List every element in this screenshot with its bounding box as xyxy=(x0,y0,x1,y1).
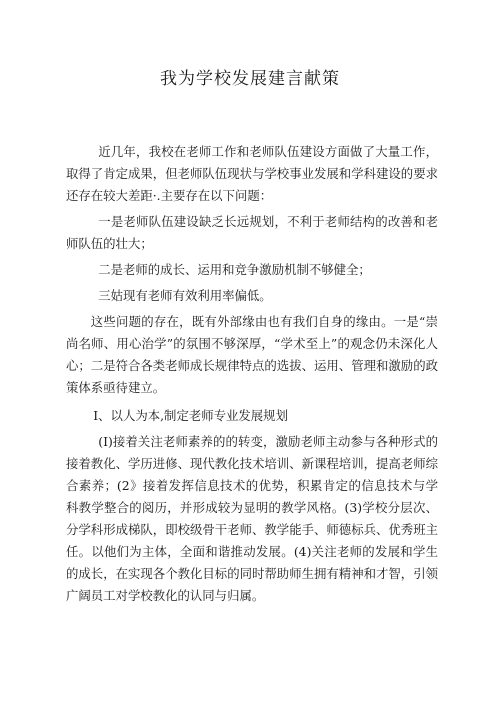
paragraph-causes: 这些问题的存在，既有外部缘由也有我们自身的缘由。一是“崇尚名师、用心治学”的氛围不够深厚，“学术至上”的观念仍未深化人心；二是符合各类老师成长规律特点的选拔、运用、管理和激励的政策体系亟待建立。 xyxy=(66,314,438,395)
paragraph-issue-3: 三姑现有老师有效利用率偏低。 xyxy=(98,288,272,303)
document-body xyxy=(66,141,438,611)
paragraph-intro: 近几年，我校在老师工作和老师队伍建设方面做了大量工作，取得了肯定成果，但老师队伍现状与学校事业发展和学科建设的要求还存在较大差距·.主要存在以下问题： xyxy=(66,144,438,203)
document-title: 我为学校发展建言献策 xyxy=(160,69,340,89)
paragraph-issue-1: 一是老师队伍建设缺乏长远规划，不利于老师结构的改善和老师队伍的壮大； xyxy=(66,214,438,251)
paragraph-measures: (I)接着关注老师素养的的转变，激励老师主动参与各种形式的接着教化、学历进修、现代教化技术培训、新课程培训，提高老师综合素养；(2》接着发挥信息技术的优势，积累肯定的信息技术与学科教学整合的阅历，并形成较为显明的教学风格。(3)学校分层次、分学科形成梯队，即校级骨干老师、教学能手、师德标兵、优秀班主任。以他们为主体，全面和谐推动发展。(4)关注老师的发展和学生的成长，在实现各个教化目标的同时帮助师生拥有精神和才智，引领广阔员工对学校教化的认同与归属。 xyxy=(66,434,438,603)
paragraph-issue-2: 二是老师的成长、运用和竞争激励机制不够健全； xyxy=(98,262,371,277)
section-heading-1: Ⅰ、以人为本,制定老师专业发展规划 xyxy=(93,408,288,423)
